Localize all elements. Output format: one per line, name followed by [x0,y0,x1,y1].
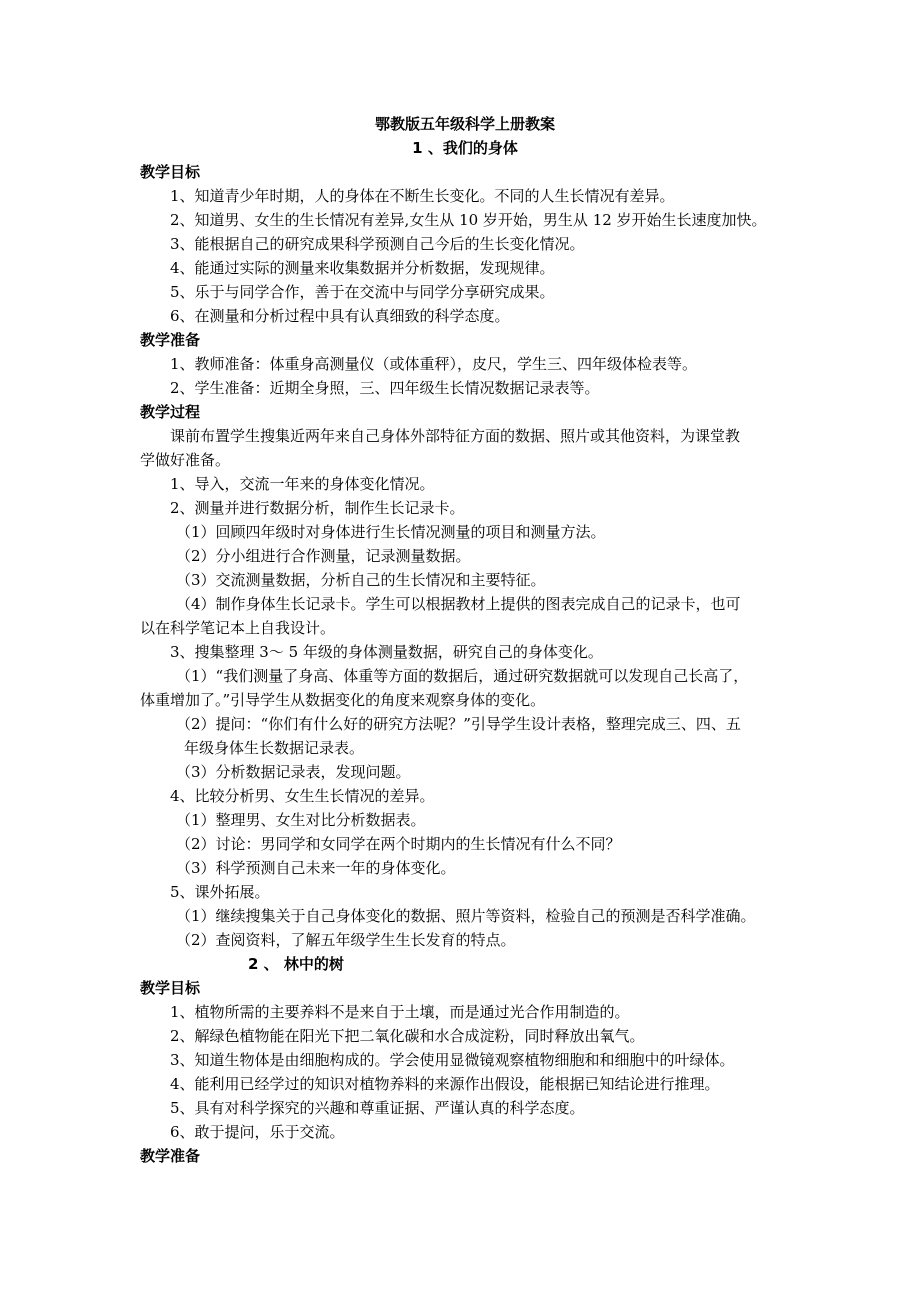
intro-paragraph-line: 课前布置学生搜集近两年来自己身体外部特征方面的数据、照片或其他资料，为课堂教 [170,427,741,445]
process-substep: （1）“我们测量了身高、体重等方面的数据后，通过研究数据就可以发现自己长高了， [176,667,749,685]
goal-item: 4、能利用已经学过的知识对植物养料的来源作出假设，能根据已知结论进行推理。 [170,1075,720,1093]
process-substep: （3）分析数据记录表，发现问题。 [176,763,411,781]
process-substep-continuation: 以在科学笔记本上自我设计。 [140,619,336,637]
lesson-2-title: 2 、 林中的树 [248,955,344,973]
lesson-1-title: 1 、我们的身体 [412,139,518,157]
process-step: 2、测量并进行数据分析，制作生长记录卡。 [170,499,465,517]
process-step: 5、课外拓展。 [170,883,270,901]
prep-item: 2、学生准备：近期全身照，三、四年级生长情况数据记录表等。 [170,379,600,397]
intro-paragraph-line: 学做好准备。 [140,451,231,469]
goal-item: 1、知道青少年时期，人的身体在不断生长变化。不同的人生长情况有差异。 [170,187,675,205]
goal-item: 6、敢于提问，乐于交流。 [170,1123,345,1141]
process-substep: （1）继续搜集关于自己身体变化的数据、照片等资料，检验自己的预测是否科学准确。 [176,907,756,925]
process-step: 3、搜集整理 3～ 5 年级的身体测量数据，研究自己的身体变化。 [170,643,603,661]
lesson-1-prep-heading: 教学准备 [140,331,201,349]
goal-item: 4、能通过实际的测量来收集数据并分析数据，发现规律。 [170,259,555,277]
goal-item: 6、在测量和分析过程中具有认真细致的科学态度。 [170,307,510,325]
process-substep: （1）整理男、女生对比分析数据表。 [176,811,426,829]
process-substep: （2）讨论：男同学和女同学在两个时期内的生长情况有什么不同？ [176,835,621,853]
lesson-2-goals-heading: 教学目标 [140,979,201,997]
goal-item: 5、乐于与同学合作，善于在交流中与同学分享研究成果。 [170,283,555,301]
process-substep: （2）分小组进行合作测量，记录测量数据。 [176,547,471,565]
goal-item: 5、具有对科学探究的兴趣和尊重证据、严谨认真的科学态度。 [170,1099,585,1117]
goal-item: 3、知道生物体是由细胞构成的。学会使用显微镜观察植物细胞和和细胞中的叶绿体。 [170,1051,735,1069]
process-substep: （3）科学预测自己未来一年的身体变化。 [176,859,456,877]
prep-item: 1、教师准备：体重身高测量仪（或体重秤），皮尺，学生三、四年级体检表等。 [170,355,698,373]
process-substep: （2）查阅资料，了解五年级学生生长发育的特点。 [176,931,516,949]
document-page [140,112,790,1168]
process-substep-continuation: 年级身体生长数据记录表。 [184,739,365,757]
document-title: 鄂教版五年级科学上册教案 [374,115,555,133]
process-substep: （1）回顾四年级时对身体进行生长情况测量的项目和测量方法。 [176,523,606,541]
goal-item: 3、能根据自己的研究成果科学预测自己今后的生长变化情况。 [170,235,585,253]
process-step: 1、导入，交流一年来的身体变化情况。 [170,475,435,493]
lesson-2-prep-heading: 教学准备 [140,1147,201,1165]
lesson-1-process-heading: 教学过程 [140,403,201,421]
process-substep: （3）交流测量数据，分析自己的生长情况和主要特征。 [176,571,546,589]
process-step: 4、比较分析男、女生生长情况的差异。 [170,787,435,805]
lesson-1-goals-heading: 教学目标 [140,163,201,181]
process-substep-continuation: 体重增加了。”引导学生从数据变化的角度来观察身体的变化。 [140,691,546,709]
goal-item: 2、知道男、女生的生长情况有差异,女生从 10 岁开始，男生从 12 岁开始生长速度加快。 [170,211,767,229]
process-substep: （2）提问：“你们有什么好的研究方法呢？”引导学生设计表格，整理完成三、四、五 [176,715,741,733]
goal-item: 2、解绿色植物能在阳光下把二氧化碳和水合成淀粉，同时释放出氧气。 [170,1027,645,1045]
process-substep: （4）制作身体生长记录卡。学生可以根据教材上提供的图表完成自己的记录卡，也可 [176,595,741,613]
goal-item: 1、植物所需的主要养料不是来自于土壤，而是通过光合作用制造的。 [170,1003,630,1021]
